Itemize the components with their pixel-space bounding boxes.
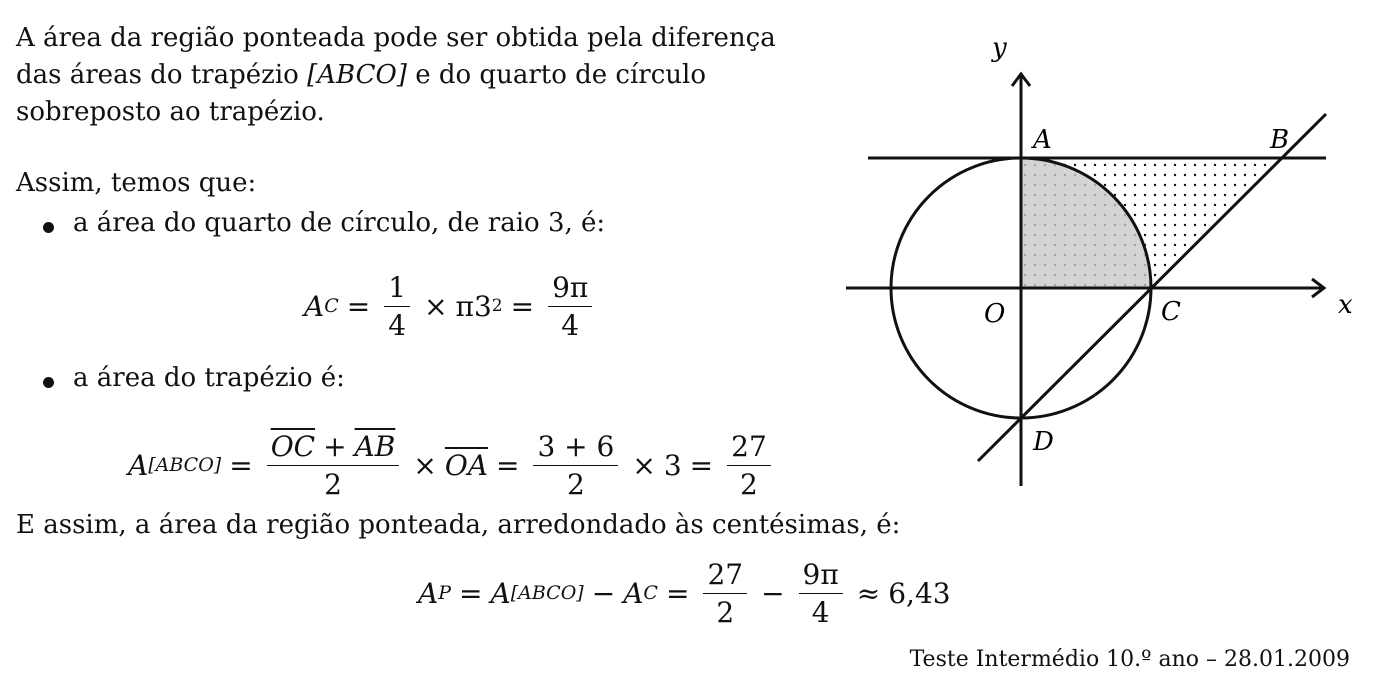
label-b: B — [1270, 125, 1290, 155]
circle-area: A — [623, 576, 644, 610]
formula-lhs-sub: [ABCO] — [148, 454, 222, 476]
source-credit: Teste Intermédio 10.º ano – 28.01.2009 — [909, 647, 1350, 672]
fraction-denominator: 4 — [811, 595, 830, 629]
fraction-denominator: 4 — [388, 308, 407, 342]
times-sign: × — [413, 448, 437, 482]
fraction-numerator: 9π — [548, 271, 592, 307]
fraction-denominator: 2 — [324, 467, 342, 501]
fraction-denominator: 2 — [740, 467, 758, 501]
height-value: 3 — [663, 448, 682, 482]
intro-line-1: A área da região ponteada pode ser obtida pela diferença — [16, 23, 776, 53]
fraction-denominator: 4 — [561, 308, 580, 342]
bullet-quarter-circle: a área do quarto de círculo, de raio 3, é: — [73, 208, 606, 238]
bullet-trapezium: a área do trapézio é: — [73, 363, 345, 393]
intro-line-2-post: e do quarto de círculo — [406, 60, 706, 90]
intro-line-3: sobreposto ao trapézio. — [16, 97, 325, 127]
minus-sign: − — [761, 576, 785, 610]
intro-line-2-pre: das áreas do trapézio — [16, 60, 308, 90]
times-sign: × — [424, 289, 448, 323]
equals-sign: = — [229, 448, 253, 482]
equals-sign: = — [496, 448, 520, 482]
label-d: D — [1033, 427, 1054, 457]
label-a: A — [1033, 125, 1052, 155]
formula-lhs: A — [418, 576, 439, 610]
fraction-numerator: 3 + 6 — [533, 430, 618, 466]
equals-sign: = — [665, 576, 690, 610]
fraction-denominator: 2 — [716, 595, 735, 629]
result-value: 6,43 — [888, 576, 951, 610]
assim-text: Assim, temos que: — [16, 168, 257, 198]
fraction-numerator: 27 — [727, 430, 771, 466]
plus-sign: + — [323, 429, 347, 463]
formula-lhs-sub: P — [438, 582, 452, 604]
segment-oa: $\overline{OA}$ — [444, 448, 488, 482]
fraction-denominator: 2 — [567, 467, 585, 501]
conclusion-text: E assim, a área da região ponteada, arredondado às centésimas, é: — [16, 510, 901, 540]
equals-sign: = — [689, 448, 714, 482]
fraction-numerator: 27 — [703, 558, 747, 594]
minus-sign: − — [591, 576, 616, 610]
segment-ab: $\overline{AB}$ — [354, 429, 396, 463]
fraction-numerator: 1 — [384, 271, 410, 307]
fraction-numerator: 9π — [799, 558, 843, 594]
label-y: y — [992, 33, 1007, 63]
trapezium-area: A — [490, 576, 511, 610]
label-c: C — [1161, 297, 1181, 327]
circle-area-sub: C — [643, 582, 658, 604]
equals-sign: = — [459, 576, 483, 610]
formula-lhs: A — [128, 448, 149, 482]
formula-lhs-sub: C — [324, 295, 339, 317]
equals-sign: = — [346, 289, 371, 323]
exponent: 2 — [491, 296, 503, 316]
label-o: O — [984, 299, 1006, 329]
pi-radius: π3 — [455, 289, 492, 323]
approx-sign: ≈ — [856, 576, 881, 610]
label-x: x — [1338, 290, 1353, 320]
trapezium-label: [ABCO] — [307, 60, 407, 90]
trapezium-area-sub: [ABCO] — [510, 582, 584, 604]
segment-oc: $\overline{OC}$ — [270, 429, 316, 463]
equals-sign: = — [510, 289, 535, 323]
formula-lhs: A — [304, 289, 325, 323]
times-sign: × — [632, 448, 656, 482]
